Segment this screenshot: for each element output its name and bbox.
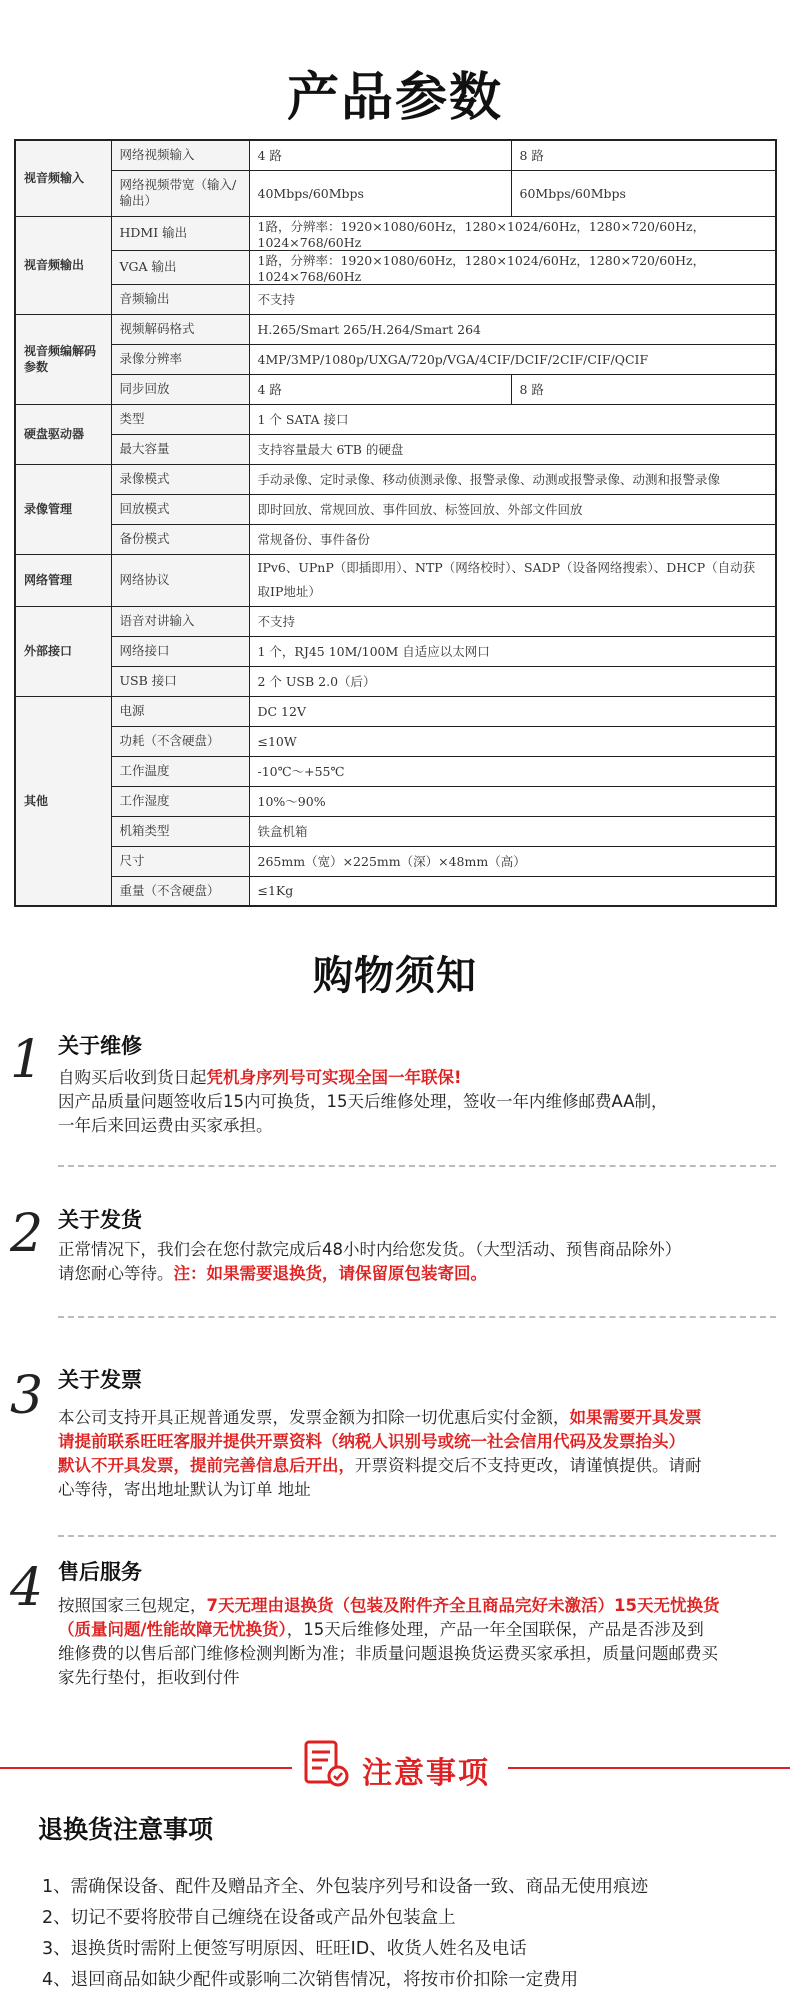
category-cell: 视音频输入: [15, 140, 111, 216]
table-row: [15, 554, 776, 606]
highlight-text: 默认不开具发票，提前完善信息后开出，: [58, 1456, 355, 1475]
table-row: [15, 524, 776, 554]
value-cell: 不支持: [249, 606, 776, 636]
table-row: [15, 726, 776, 756]
table-row: [15, 250, 776, 284]
table-row: [15, 464, 776, 494]
section-body: [58, 1238, 778, 1286]
value-cell: 常规备份、事件备份: [249, 524, 776, 554]
value-cell: ≤1Kg: [249, 876, 776, 906]
highlight-text: 凭机身序列号可实现全国一年联保!: [206, 1068, 462, 1087]
param-cell: 回放模式: [111, 494, 249, 524]
document-check-icon: [300, 1738, 352, 1790]
highlight-text: 7天无理由退换货（包装及附件齐全且商品完好未激活）15天无忧换货: [206, 1596, 720, 1615]
value-cell: 1路，分辨率：1920×1080/60Hz，1280×1024/60Hz，1280×720/60Hz，1024×768/60Hz: [249, 250, 776, 284]
param-cell: 同步回放: [111, 374, 249, 404]
param-cell: VGA 输出: [111, 250, 249, 284]
param-cell: 工作温度: [111, 756, 249, 786]
param-cell: 音频输出: [111, 284, 249, 314]
table-row: [15, 314, 776, 344]
highlight-text: （质量问题/性能故障无忧换货）: [58, 1620, 287, 1639]
list-item: 4、退回商品如缺少配件或影响二次销售情况，将按市价扣除一定费用: [42, 1970, 579, 1990]
spec-table: [14, 139, 777, 907]
param-cell: 视频解码格式: [111, 314, 249, 344]
value-cell: 4 路: [249, 140, 511, 170]
table-row: [15, 284, 776, 314]
param-cell: 类型: [111, 404, 249, 434]
param-cell: 录像模式: [111, 464, 249, 494]
value-cell: 铁盒机箱: [249, 816, 776, 846]
table-row: [15, 344, 776, 374]
section-number: 2: [10, 1204, 44, 1264]
section-number: 3: [10, 1366, 44, 1426]
body-text: 家先行垫付，拒收到付件: [58, 1668, 240, 1687]
param-cell: 尺寸: [111, 846, 249, 876]
body-text: 开票资料提交后不支持更改，请谨慎提供。请耐: [355, 1456, 702, 1475]
body-text: 请您耐心等待。: [58, 1264, 174, 1283]
category-cell: 其他: [15, 696, 111, 906]
body-text: ，15天后维修处理，产品一年全国联保，产品是否涉及到: [286, 1620, 704, 1639]
section-title: 售后服务: [58, 1560, 142, 1584]
category-cell: 视音频编解码参数: [15, 314, 111, 404]
list-item: 3、退换货时需附上便签写明原因、旺旺ID、收货人姓名及电话: [42, 1939, 527, 1959]
value-cell: -10℃～+55℃: [249, 756, 776, 786]
table-row: [15, 140, 776, 170]
table-row: [15, 606, 776, 636]
highlight-text: 请提前联系旺旺客服并提供开票资料（纳税人识别号或统一社会信用代码及发票抬头）: [58, 1432, 685, 1451]
value-cell: DC 12V: [249, 696, 776, 726]
spec-page-title: 产品参数: [286, 68, 503, 128]
category-cell: 网络管理: [15, 554, 111, 606]
value-cell: 1路，分辨率：1920×1080/60Hz，1280×1024/60Hz，1280×720/60Hz，1024×768/60Hz: [249, 216, 776, 250]
param-cell: 电源: [111, 696, 249, 726]
section-title: 关于发票: [58, 1368, 142, 1392]
body-text: 本公司支持开具正规普通发票，发票金额为扣除一切优惠后实付金额，: [58, 1408, 570, 1427]
table-row: [15, 876, 776, 906]
list-item: 2、切记不要将胶带自己缠绕在设备或产品外包装盒上: [42, 1908, 456, 1928]
value-cell: 1 个，RJ45 10M/100M 自适应以太网口: [249, 636, 776, 666]
value-cell: 不支持: [249, 284, 776, 314]
param-cell: 功耗（不含硬盘）: [111, 726, 249, 756]
divider: [508, 1767, 790, 1769]
category-cell: 外部接口: [15, 606, 111, 696]
divider: [58, 1535, 776, 1537]
highlight-text: 如果需要开具发票: [569, 1408, 702, 1427]
value-cell: 8 路: [511, 374, 776, 404]
table-row: [15, 846, 776, 876]
section-number: 4: [10, 1558, 44, 1618]
body-text: 因产品质量问题签收后15内可换货，15天后维修处理，签收一年内维修邮费AA制，: [58, 1092, 668, 1111]
value-cell: 265mm（宽）×225mm（深）×48mm（高）: [249, 846, 776, 876]
param-cell: 网络视频输入: [111, 140, 249, 170]
category-cell: 硬盘驱动器: [15, 404, 111, 464]
category-cell: 视音频输出: [15, 216, 111, 314]
param-cell: 语音对讲输入: [111, 606, 249, 636]
section-title: 关于发货: [58, 1208, 142, 1232]
value-cell: 4 路: [249, 374, 511, 404]
param-cell: 录像分辨率: [111, 344, 249, 374]
value-cell: ≤10W: [249, 726, 776, 756]
value-cell: 4MP/3MP/1080p/UXGA/720p/VGA/4CIF/DCIF/2CIF/CIF/QCIF: [249, 344, 776, 374]
value-cell: 1 个 SATA 接口: [249, 404, 776, 434]
highlight-text: 注：如果需要退换货，请保留原包装寄回。: [173, 1264, 487, 1283]
param-cell: 重量（不含硬盘）: [111, 876, 249, 906]
table-row: [15, 494, 776, 524]
section-number: 1: [10, 1030, 44, 1090]
divider: [0, 1767, 292, 1769]
category-cell: 录像管理: [15, 464, 111, 554]
value-cell: H.265/Smart 265/H.264/Smart 264: [249, 314, 776, 344]
return-notice-title: 退换货注意事项: [38, 1815, 214, 1844]
section-body: [58, 1594, 778, 1690]
param-cell: 最大容量: [111, 434, 249, 464]
param-cell: 网络视频带宽（输入/输出）: [111, 170, 249, 216]
param-cell: 备份模式: [111, 524, 249, 554]
table-row: [15, 666, 776, 696]
divider: [58, 1165, 776, 1167]
table-row: [15, 374, 776, 404]
attention-title: 注意事项: [362, 1756, 490, 1791]
param-cell: HDMI 输出: [111, 216, 249, 250]
value-cell: 40Mbps/60Mbps: [249, 170, 511, 216]
list-item: 1、需确保设备、配件及赠品齐全、外包装序列号和设备一致、商品无使用痕迹: [42, 1877, 649, 1897]
value-cell: 支持容量最大 6TB 的硬盘: [249, 434, 776, 464]
value-cell: 8 路: [511, 140, 776, 170]
value-cell: 2 个 USB 2.0（后）: [249, 666, 776, 696]
body-text: 维修费的以售后部门维修检测判断为准；非质量问题退换货运费买家承担，质量问题邮费买: [58, 1644, 718, 1663]
shopping-notice-title: 购物须知: [313, 953, 477, 999]
body-text: 心等待，寄出地址默认为订单 地址: [58, 1480, 311, 1499]
table-row: [15, 170, 776, 216]
body-text: 正常情况下，我们会在您付款完成后48小时内给您发货。（大型活动、预售商品除外）: [58, 1240, 682, 1259]
param-cell: USB 接口: [111, 666, 249, 696]
table-row: [15, 756, 776, 786]
section-title: 关于维修: [58, 1034, 142, 1058]
table-row: [15, 786, 776, 816]
divider: [58, 1316, 776, 1318]
table-row: [15, 696, 776, 726]
body-text: 一年后来回运费由买家承担。: [58, 1116, 273, 1135]
table-row: [15, 636, 776, 666]
value-cell: 手动录像、定时录像、移动侦测录像、报警录像、动测或报警录像、动测和报警录像: [249, 464, 776, 494]
table-row: [15, 434, 776, 464]
param-cell: 网络接口: [111, 636, 249, 666]
body-text: 按照国家三包规定，: [58, 1596, 207, 1615]
value-cell: 即时回放、常规回放、事件回放、标签回放、外部文件回放: [249, 494, 776, 524]
table-row: [15, 816, 776, 846]
table-row: [15, 404, 776, 434]
section-body: [58, 1066, 778, 1138]
section-body: [58, 1406, 778, 1502]
value-cell: IPv6、UPnP（即插即用）、NTP（网络校时）、SADP（设备网络搜索）、DHCP（自动获取IP地址）: [249, 554, 776, 606]
param-cell: 网络协议: [111, 554, 249, 606]
value-cell: 60Mbps/60Mbps: [511, 170, 776, 216]
param-cell: 工作湿度: [111, 786, 249, 816]
body-text: 自购买后收到货日起: [58, 1068, 207, 1087]
param-cell: 机箱类型: [111, 816, 249, 846]
table-row: [15, 216, 776, 250]
value-cell: 10%～90%: [249, 786, 776, 816]
